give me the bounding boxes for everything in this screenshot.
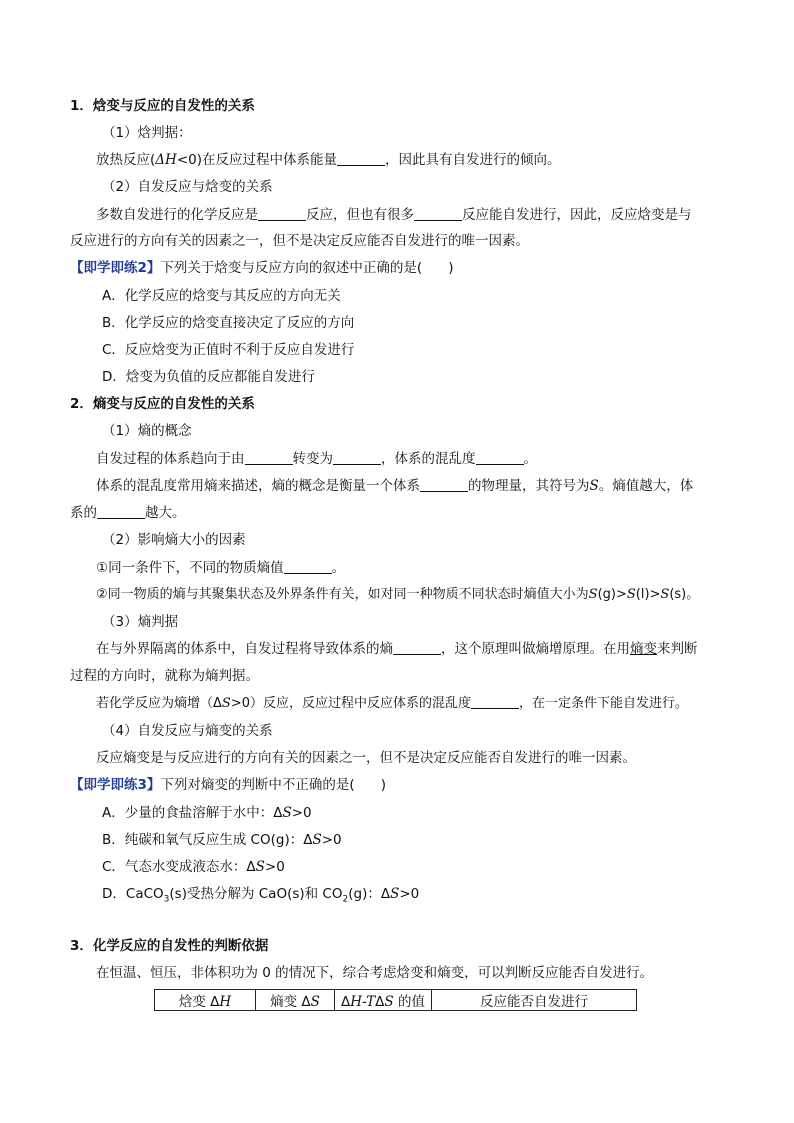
exercise-2-option-a: A．化学反应的焓变与其反应的方向无关 bbox=[102, 288, 341, 304]
sec2-p3-text-2: 过程的方向时，就称为熵判据。 bbox=[70, 668, 259, 684]
section-2-title: 2．熵变与反应的自发性的关系 bbox=[70, 396, 255, 412]
sec1-p1-label: （1）焓判据： bbox=[102, 125, 192, 141]
sec2-p3-text-3: 若化学反应为熵增（ΔS>0）反应，反应过程中反应体系的混乱度 ，在一定条件下能自发进行。 bbox=[96, 696, 688, 711]
section-1-title: 1．焓变与反应的自发性的关系 bbox=[70, 98, 255, 114]
exercise-2-option-b: B．化学反应的焓变直接决定了反应的方向 bbox=[102, 315, 355, 331]
sec3-intro: 在恒温、恒压，非体积功为 0 的情况下，综合考虑焓变和熵变，可以判断反应能否自发进行。 bbox=[96, 965, 654, 981]
sec2-p4-text: 反应熵变是与反应进行的方向有关的因素之一，但不是决定反应能否自发进行的唯一因素。 bbox=[96, 750, 636, 766]
sec1-p2-label: （2）自发反应与焓变的关系 bbox=[102, 179, 273, 195]
header-spontaneity: 反应能否自发进行 bbox=[432, 990, 637, 1011]
header-enthalpy-change: 焓变 ΔH bbox=[155, 990, 256, 1011]
answer-blank bbox=[97, 504, 145, 519]
answer-blank bbox=[258, 206, 306, 221]
sec1-p2-text: 多数自发进行的化学反应是 反应，但也有很多 反应能自发进行，因此，反应焓变是与 bbox=[96, 207, 692, 223]
sec2-p2-item-1: ①同一条件下，不同的物质熵值 。 bbox=[96, 560, 346, 576]
exercise-3-option-a: A．少量的食盐溶解于水中：ΔS>0 bbox=[102, 805, 312, 821]
exercise-3-stem: 【即学即练3】下列对熵变的判断中不正确的是( ) bbox=[70, 777, 386, 793]
header-gibbs-value: ΔH-TΔS 的值 bbox=[335, 990, 432, 1011]
table-header-row bbox=[155, 990, 637, 1011]
exercise-2-stem: 【即学即练2】下列关于焓变与反应方向的叙述中正确的是( ) bbox=[70, 260, 454, 276]
answer-blank bbox=[284, 559, 332, 574]
sec1-p1-text: 放热反应(ΔH<0)在反应过程中体系能量 ，因此具有自发进行的倾向。 bbox=[96, 152, 561, 168]
sec2-p1-text-2: 体系的混乱度常用熵来描述，熵的概念是衡量一个体系 的物理量，其符号为S。熵值越大，体 bbox=[96, 478, 694, 494]
sec2-p1-text-3: 系的 越大。 bbox=[70, 505, 186, 521]
exercise-3-option-d: D．CaCO$_3$(s)受热分解为 CaO(s)和 $CO_2(g)$：ΔS>0 bbox=[102, 886, 420, 905]
exercise-3-option-b: B．纯碳和氧气反应生成 CO(g)：ΔS>0 bbox=[102, 832, 342, 848]
sec2-p2-label: （2）影响熵大小的因素 bbox=[102, 532, 246, 548]
sec2-p1-text: 自发过程的体系趋向于由 转变为 ，体系的混乱度 。 bbox=[96, 451, 537, 467]
exercise-2-option-d: D．焓变为负值的反应都能自发进行 bbox=[102, 369, 315, 385]
exercise-3-tag: 【即学即练3】 bbox=[70, 777, 161, 793]
sec2-p4-label: （4）自发反应与熵变的关系 bbox=[102, 723, 273, 739]
sec1-p2-text-cont: 反应进行的方向有关的因素之一，但不是决定反应能否自发进行的唯一因素。 bbox=[70, 233, 529, 249]
exercise-2-option-c: C．反应焓变为正值时不利于反应自发进行 bbox=[102, 342, 355, 358]
exercise-3-option-c: C．气态水变成液态水：ΔS>0 bbox=[102, 859, 285, 875]
sec2-p2-item-2: ②同一物质的熵与其聚集状态及外界条件有关，如对同一种物质不同状态时熵值大小为S(g)>S(l)>S(s)。 bbox=[96, 587, 700, 602]
sec2-p3-text: 在与外界隔离的体系中，自发过程将导致体系的熵 ，这个原理叫做熵增原理。在用熵变来判断 bbox=[96, 641, 698, 657]
answer-blank bbox=[333, 450, 381, 465]
sec2-p3-label: （3）熵判据 bbox=[102, 614, 179, 630]
answer-blank bbox=[476, 450, 524, 465]
answer-blank bbox=[245, 450, 293, 465]
section-3-title: 3．化学反应的自发性的判断依据 bbox=[70, 938, 269, 954]
exercise-2-tag: 【即学即练2】 bbox=[70, 260, 161, 276]
answer-blank bbox=[420, 477, 468, 492]
criteria-table bbox=[154, 989, 637, 1011]
sec2-p1-label: （1）熵的概念 bbox=[102, 423, 192, 439]
answer-blank bbox=[471, 694, 519, 709]
answer-blank bbox=[414, 206, 462, 221]
header-entropy-change: 熵变 ΔS bbox=[256, 990, 335, 1011]
answer-blank bbox=[337, 151, 385, 166]
answer-blank bbox=[393, 640, 441, 655]
